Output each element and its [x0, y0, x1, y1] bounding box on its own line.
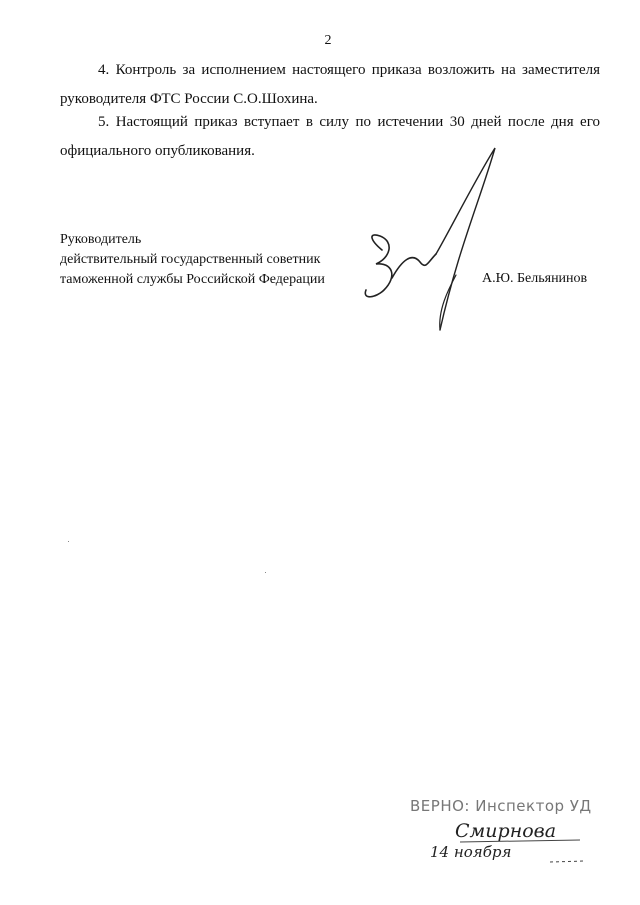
page-number: 2	[324, 33, 332, 48]
paragraph-5: 5. Настоящий приказ вступает в силу по истечении 30 дней после дня его официального опубликования.	[60, 114, 600, 159]
stamp-certification-text: ВЕРНО: Инспектор УД	[410, 797, 592, 815]
signatory-position: Руководитель	[60, 232, 142, 247]
signatory-organization: таможенной службы Российской Федерации	[60, 272, 325, 287]
paragraph-4: 4. Контроль за исполнением настоящего приказа возложить на заместителя руководителя ФТС России С.О.Шохина.	[60, 62, 600, 107]
signatory-title-block	[60, 230, 325, 290]
scan-speck	[68, 541, 69, 542]
signatory-name: А.Ю. Бельянинов	[482, 271, 588, 286]
stamp-signature-text: Смирнова	[455, 820, 557, 842]
handwritten-signature	[340, 140, 520, 340]
scan-speck	[265, 572, 266, 573]
stamp-date-text: 14 ноября	[430, 843, 512, 861]
signatory-rank: действительный государственный советник	[60, 252, 321, 267]
